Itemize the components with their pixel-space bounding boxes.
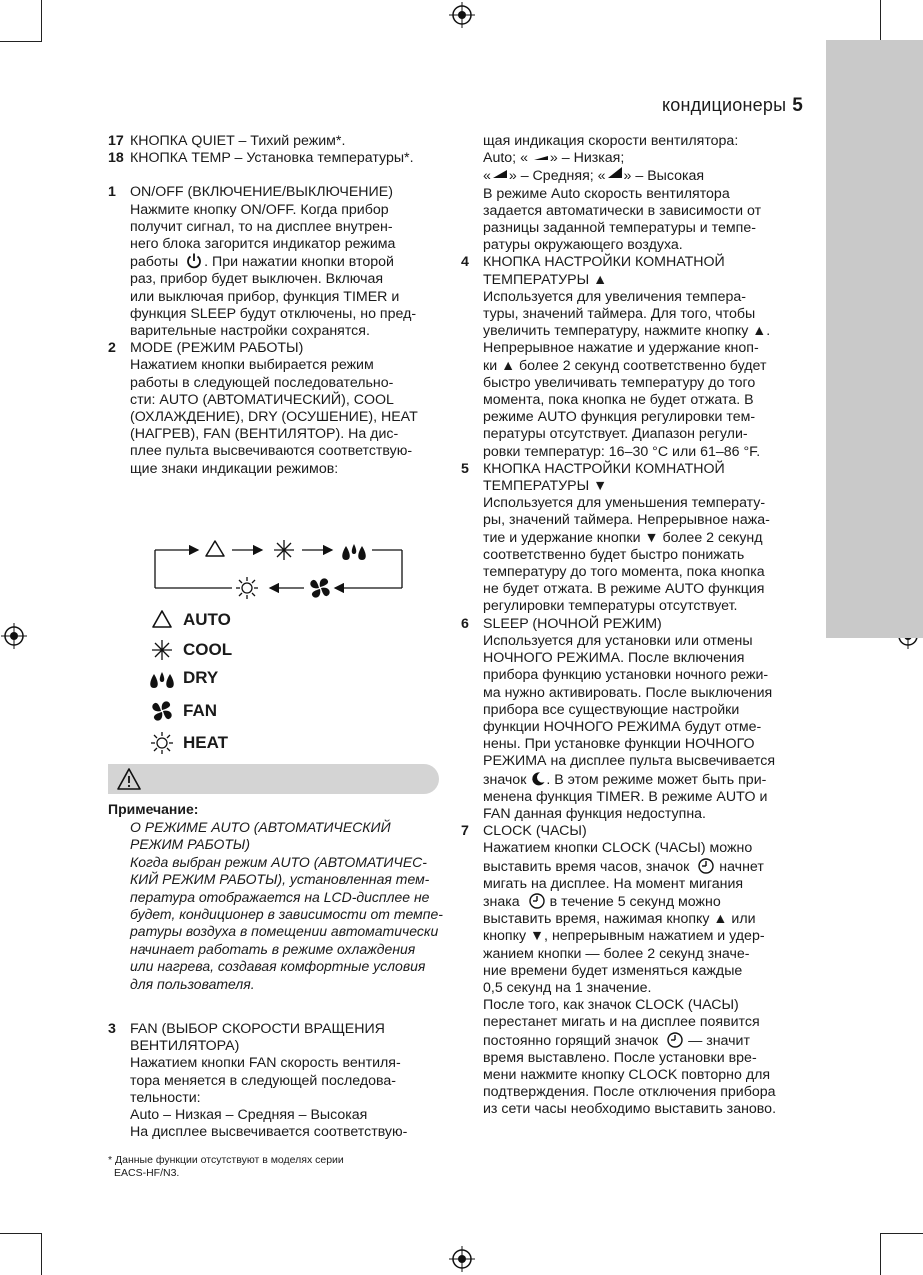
crop-mark xyxy=(41,1233,42,1275)
crop-mark xyxy=(41,0,42,42)
crop-mark xyxy=(0,1233,42,1234)
list-item: 18 КНОПКА TEMP – Установка температуры*. xyxy=(108,150,414,167)
item-6-title: 6 SLEEP (НОЧНОЙ РЕЖИМ) xyxy=(461,615,662,632)
sun-icon xyxy=(150,732,174,754)
list-item: 17 КНОПКА QUIET – Тихий режим*. xyxy=(108,133,346,149)
page-header xyxy=(662,95,803,117)
mode-auto: AUTO xyxy=(150,606,231,634)
side-tab xyxy=(826,40,923,638)
registration-mark-icon xyxy=(449,1246,475,1272)
crop-mark xyxy=(0,41,42,42)
snowflake-icon xyxy=(274,540,294,560)
clock-icon xyxy=(665,1032,685,1048)
snowflake-icon xyxy=(150,639,174,661)
crop-mark xyxy=(880,0,881,42)
item-2-title: 2 MODE (РЕЖИМ РАБОТЫ) xyxy=(108,340,304,357)
registration-mark-icon xyxy=(1,623,27,649)
crop-mark xyxy=(880,1233,881,1275)
item-4-title: 4 КНОПКА НАСТРОЙКИ КОМНАТНОЙ xyxy=(461,254,725,271)
item-7-title: 7 CLOCK (ЧАСЫ) xyxy=(461,823,587,840)
mode-heat: HEAT xyxy=(150,729,228,757)
sun-icon xyxy=(236,577,258,599)
fan-speed-medium-icon xyxy=(491,168,509,180)
mode-cool: COOL xyxy=(150,636,232,664)
fan-speed-high-icon xyxy=(606,167,624,180)
mode-cycle-diagram xyxy=(150,530,410,610)
note-banner xyxy=(108,764,439,794)
fan-icon xyxy=(150,700,174,722)
right-column: щая индикация скорости вентилятора: Auto; « » – Низкая; « » – Средняя; « » – Высокая В режиме Auto скорость вентилятора задается автоматически в зависимости от разницы заданной температуры и темпе- ратуры окружающего воздуха. 4 КНОПКА НАСТРОЙКИ КОМНАТНОЙ ТЕМПЕРАТУРЫ ▲ Используется для увеличения темпера- туры, значений таймера. Для того, чтобы увеличить температуру, нажмите кнопку ▲. Непрерывное нажатие и удержание кноп- ки ▲ более 2 секунд соответственно будет быстро увеличивать температуру до того момента, пока кнопка не будет отжата. В режиме AUTO функция регулировки тем- пературы отсутствует. Диапазон регули- ровки температур: 16–30 °C или 61–86 °F. 5 КНОПКА НАСТРОЙКИ КОМНАТНОЙ ТЕМПЕРАТУРЫ ▼ Используется для уменьшения температу- ры, значений таймера. Непрерывное нажа- тие и удержание кнопки ▼ более 2 секунд соответственно будет быстро понижать температуру до того момента, пока кнопка не будет отжата. В режиме AUTO функция регулировки температуры отсутствует. 6 SLEEP (НОЧНОЙ РЕЖИМ) Используется для установки или отмены НОЧНОГО РЕЖИМА. После включения прибора функцию установки ночного режи- ма нужно активировать. После выключения прибора все существующие настройки функции НОЧНОГО РЕЖИМА будут отме- нены. При установке функции НОЧНОГО РЕЖИМА на дисплее пульта высвечивается значок z . В этом режиме может быть при- менена функция TIMER. В режиме AUTO и FAN данная функция недоступна. 7 CLOCK (ЧАСЫ) Нажатием кнопки CLOCK (ЧАСЫ) можно выставить время часов, значок начнет мигать на дисплее. На момент мигания знака в течение 5 секунд можно выставить время, нажимая кнопку ▲ или кнопку ▼, непрерывным нажатием и удер- жанием кнопки — более 2 секунд значе- ние времени будет изменяться каждые 0,5 секунд на 1 значение. После того, как значок CLOCK (ЧАСЫ) перестанет мигать и на дисплее появится постоянно горящий значок — значит время выставлено. После установки вре- мени нажмите кнопку CLOCK повторно для подтверждения. После отключения прибора из сети часы необходимо выставить заново. xyxy=(461,133,801,1119)
mode-fan: FAN xyxy=(150,697,217,725)
svg-text:z: z xyxy=(539,776,543,783)
warning-icon xyxy=(116,767,142,791)
auto-icon xyxy=(206,541,224,556)
item-3: 3 FAN (ВЫБОР СКОРОСТИ ВРАЩЕНИЯ ВЕНТИЛЯТОРА) Нажатием кнопки FAN скорость вентиля- тора меняется в следующей последова- тельности: Auto – Низкая – Средняя – Высокая На дисплее высвечивается соответствую- xyxy=(108,1021,408,1141)
note-title: Примечание: xyxy=(108,801,199,817)
page-number: 5 xyxy=(792,95,803,116)
drops-icon xyxy=(150,667,174,689)
mode-dry: DRY xyxy=(150,664,218,692)
item-1-title: 1 ON/OFF (ВКЛЮЧЕНИЕ/ВЫКЛЮЧЕНИЕ) xyxy=(108,184,393,201)
item-5-title: 5 КНОПКА НАСТРОЙКИ КОМНАТНОЙ xyxy=(461,460,725,477)
clock-icon xyxy=(696,858,716,874)
drops-icon xyxy=(342,544,366,560)
header-title: кондиционеры xyxy=(661,95,787,115)
left-column: 17 КНОПКА QUIET – Тихий режим*. 18 КНОПКА TEMP – Установка температуры*. 1 ON/OFF (ВКЛЮЧЕНИЕ/ВЫКЛЮЧЕНИЕ) Нажмите кнопку ON/OFF. Когда прибор получит сигнал, то на дисплее внутрен- него блока загорится индикатор режима работы . При нажатии кнопки второй раз, прибор будет выключен. Включая или выключая прибор, функция TIMER и функция SLEEP будут отключены, но пред- варительные настройки сохранятся. 2 MODE (РЕЖИМ РАБОТЫ) Нажатием кнопки выбирается режим работы в следующей последовательно- сти: AUTO (АВТОМАТИЧЕСКИЙ), COOL (ОХЛАЖДЕНИЕ), DRY (ОСУШЕНИЕ), HEAT (НАГРЕВ), FAN (ВЕНТИЛЯТОР). На дис- плее пульта высвечиваются соответствую- щие знаки индикации режимов: xyxy=(108,133,448,478)
sleep-moon-icon xyxy=(530,771,546,786)
footnote: * Данные функции отсутствуют в моделях серии EACS-HF/N3. xyxy=(108,1154,344,1179)
power-icon xyxy=(185,253,203,269)
auto-icon xyxy=(150,609,174,631)
fan-icon xyxy=(310,578,329,597)
crop-mark xyxy=(881,1233,923,1234)
fan-speed-low-icon xyxy=(532,152,550,162)
registration-mark-icon xyxy=(449,2,475,28)
note-body: О РЕЖИМЕ AUTO (АВТОМАТИЧЕСКИЙ РЕЖИМ РАБОТЫ) Когда выбран режим AUTO (АВТОМАТИЧЕС- КИЙ РЕЖИМ РАБОТЫ), установленная тем- пература отображается на LCD-дисплее не будет, кондиционер в зависимости от темпе- ратуры воздуха в помещении автоматически начинает работать в режиме охлаждения или нагрева, создавая комфортные условия для пользователя. xyxy=(130,819,443,992)
clock-icon xyxy=(527,893,547,909)
